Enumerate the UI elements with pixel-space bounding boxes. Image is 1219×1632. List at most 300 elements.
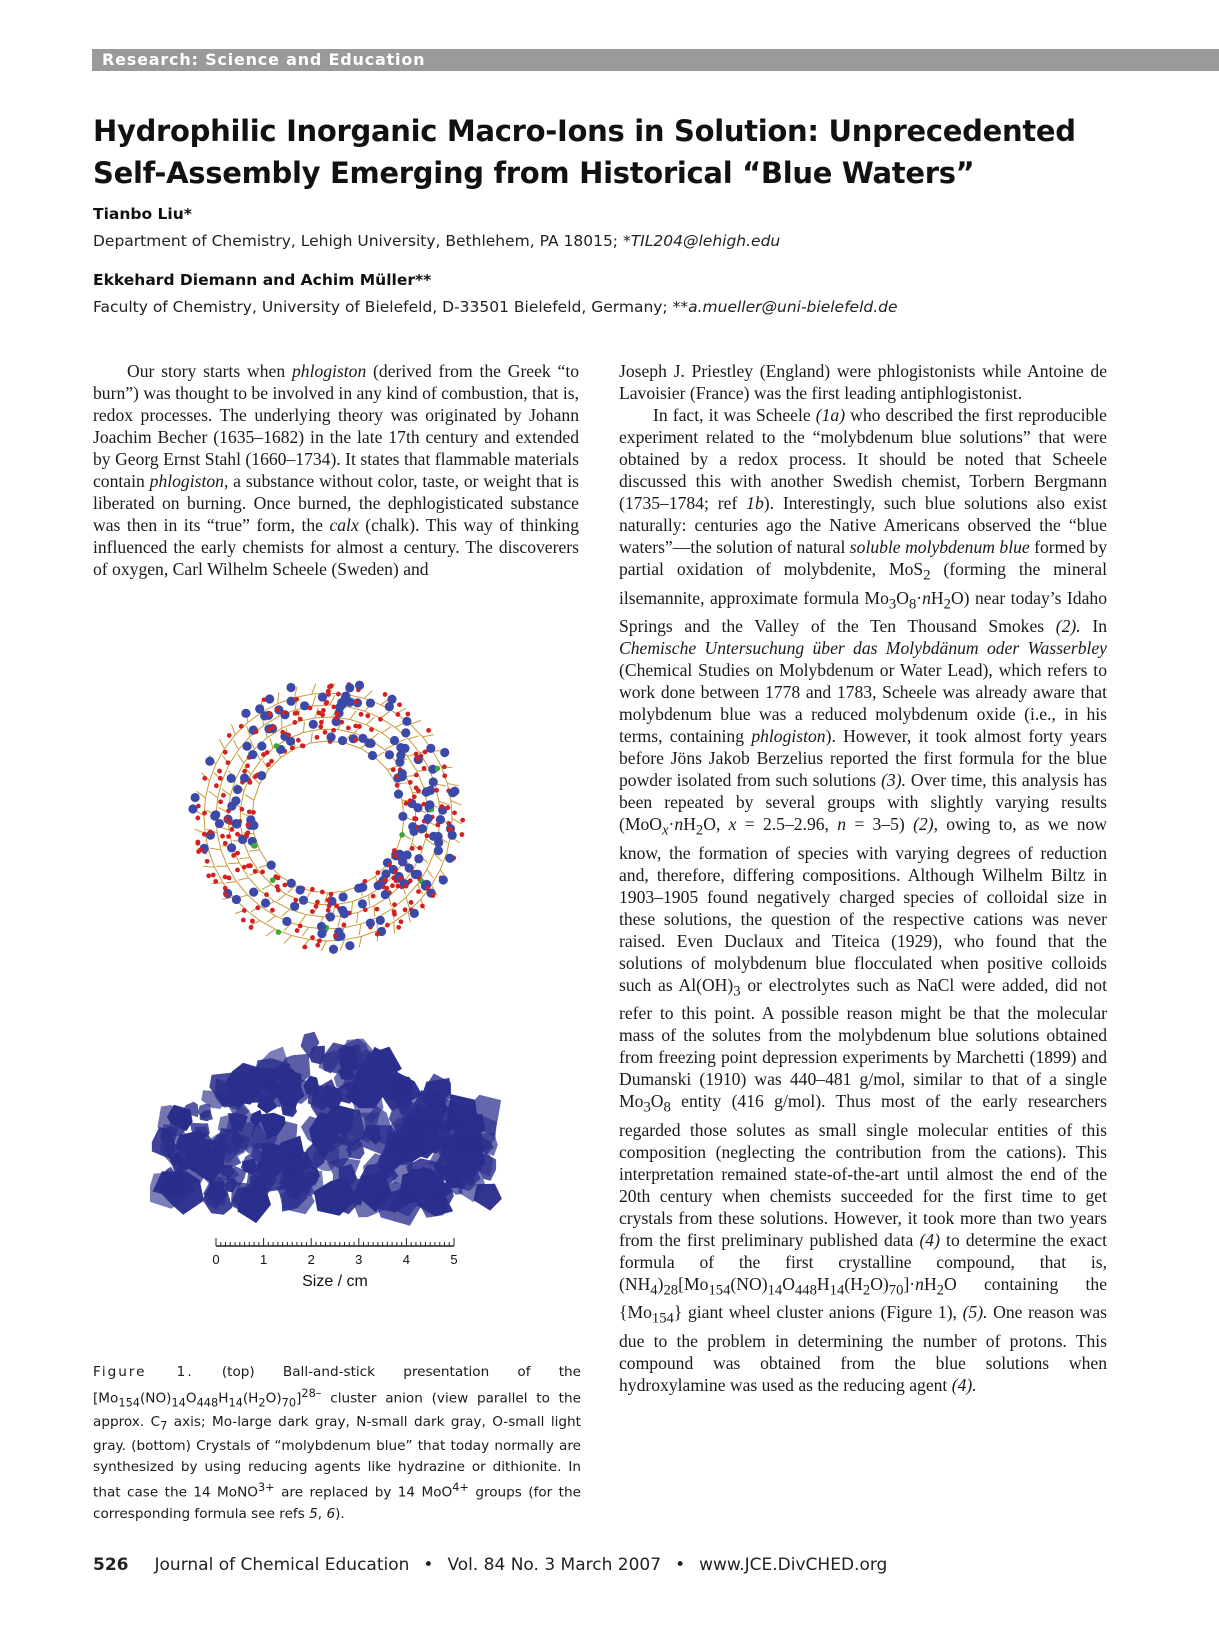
- n-atom: [399, 832, 405, 838]
- o-atom: [266, 762, 271, 767]
- mo-atom: [211, 810, 220, 819]
- figure-1: [150, 670, 580, 1340]
- o-atom: [376, 870, 381, 875]
- mo-atom: [445, 854, 454, 863]
- bond: [266, 929, 275, 936]
- bond: [345, 743, 361, 749]
- o-atom: [326, 898, 331, 903]
- mo-atom: [257, 742, 266, 751]
- o-atom: [396, 925, 401, 930]
- o-atom: [412, 794, 417, 799]
- mo-atom: [286, 697, 295, 706]
- bond: [262, 884, 271, 889]
- bond: [427, 869, 433, 878]
- mo-atom: [434, 846, 443, 855]
- o-atom: [223, 841, 228, 846]
- mo-atom: [286, 737, 295, 746]
- mo-atom: [338, 892, 347, 901]
- bond: [382, 727, 391, 733]
- mo-atom: [354, 884, 363, 893]
- bond: [233, 740, 238, 750]
- o-atom: [317, 938, 322, 943]
- mo-atom: [440, 748, 449, 757]
- mo-atom: [317, 922, 326, 931]
- mo-atom: [261, 898, 270, 907]
- o-atom: [246, 863, 251, 868]
- bond: [352, 902, 353, 913]
- bond: [394, 922, 395, 933]
- bond: [282, 909, 290, 916]
- o-atom: [336, 692, 341, 697]
- bond: [259, 872, 271, 884]
- bond: [408, 736, 419, 739]
- o-atom: [331, 728, 336, 733]
- bond: [231, 724, 235, 735]
- o-atom: [310, 935, 315, 940]
- mo-atom: [309, 720, 318, 729]
- o-atom: [369, 727, 374, 732]
- bond: [238, 754, 244, 763]
- o-atom: [319, 720, 324, 725]
- bond: [374, 906, 375, 917]
- bond: [290, 909, 307, 914]
- bond: [344, 924, 361, 928]
- o-atom: [460, 818, 465, 823]
- crystal: [203, 1164, 225, 1185]
- mo-atom: [290, 902, 299, 911]
- o-atom: [446, 805, 451, 810]
- bond: [417, 770, 428, 771]
- o-atom: [271, 725, 276, 730]
- section-bar: [92, 49, 1219, 71]
- mo-atom: [414, 854, 423, 863]
- mo-atom: [398, 769, 407, 778]
- o-atom: [442, 773, 447, 778]
- o-atom: [359, 712, 364, 717]
- mo-atom: [260, 711, 269, 720]
- mo-atom: [418, 824, 427, 833]
- mo-atom: [265, 694, 274, 703]
- author-2-email[interactable]: a.mueller@uni-bielefeld.de: [688, 298, 898, 316]
- o-atom: [227, 733, 232, 738]
- footer-separator: •: [675, 1555, 686, 1575]
- bond: [364, 691, 372, 699]
- o-atom: [298, 924, 303, 929]
- bond: [369, 895, 370, 906]
- o-atom: [229, 827, 234, 832]
- o-atom: [244, 833, 249, 838]
- bond: [260, 850, 269, 864]
- o-atom: [314, 904, 319, 909]
- mo-atom: [387, 695, 396, 704]
- affiliation-2-text: Faculty of Chemistry, University of Bielefeld, D-33501 Bielefeld, Germany; **: [93, 298, 689, 316]
- bond: [321, 941, 326, 951]
- bond: [312, 696, 315, 706]
- mo-atom: [429, 777, 438, 786]
- molybdenum-blue-crystals: [150, 1032, 502, 1226]
- bond: [359, 924, 361, 935]
- o-atom: [409, 900, 414, 905]
- figure-1-graphic: [150, 670, 580, 1310]
- o-atom: [198, 848, 203, 853]
- o-atom: [246, 823, 251, 828]
- bond: [311, 732, 312, 742]
- mo-atom: [300, 701, 309, 710]
- mo-atom: [287, 879, 296, 888]
- scale-label: Size / cm: [302, 1273, 368, 1290]
- figure-1-caption: Figure 1. (top) Ball-and-stick presentation of the $[Mo_{154}(NO)_{14}O_{448}H_{14}(H_2O)_{70}]^{28-}$ cluster anion (view parallel to the approx. $C_7$ axis; Mo-large dark gray, N-small dark gray, O-small light gray. (bottom) Crystals of “molybdenum blue” that today normally are synthesized by using reducing agents like hydrazine or dithionite. In that case the 14 MoNO$^{3+}$ are replaced by 14 MoO$^{4+}$ groups (for the corresponding formula see refs 5, 6).: [93, 1364, 581, 1522]
- scale-tick-label: 2: [307, 1252, 315, 1267]
- issue-info: Vol. 84 No. 3 March 2007: [447, 1555, 662, 1575]
- mo-atom: [345, 683, 354, 692]
- o-atom: [357, 724, 362, 729]
- bond: [440, 853, 446, 870]
- o-atom: [408, 780, 413, 785]
- bond: [225, 881, 236, 883]
- author-2-affiliation: [93, 298, 898, 316]
- mo-atom: [337, 698, 346, 707]
- o-atom: [324, 700, 329, 705]
- o-atom: [371, 894, 376, 899]
- bond: [439, 801, 449, 804]
- o-atom: [202, 776, 207, 781]
- o-atom: [294, 697, 299, 702]
- bond: [410, 720, 421, 724]
- mo-atom: [329, 945, 338, 954]
- o-atom: [310, 909, 315, 914]
- section-label: Research: Science and Education: [102, 50, 426, 69]
- scale-tick-label: 1: [259, 1252, 268, 1267]
- mo-atom: [366, 739, 375, 748]
- o-atom: [208, 830, 213, 835]
- mo-atom: [381, 890, 390, 899]
- bond: [277, 894, 285, 901]
- journal-name: Journal of Chemical Education: [154, 1555, 410, 1575]
- bond: [300, 915, 306, 924]
- bond: [303, 729, 320, 732]
- author-1-name: Tianbo Liu*: [93, 205, 192, 223]
- bond: [385, 745, 394, 750]
- o-atom: [333, 933, 338, 938]
- mo154-wheel-structure: [188, 681, 465, 954]
- bond: [270, 738, 273, 748]
- o-atom: [270, 908, 275, 913]
- mo-atom: [233, 785, 242, 794]
- mo-atom: [366, 698, 375, 707]
- mo-atom: [240, 773, 249, 782]
- o-atom: [223, 750, 228, 755]
- o-atom: [218, 776, 223, 781]
- bond: [236, 881, 247, 895]
- bond: [315, 717, 332, 718]
- o-atom: [321, 708, 326, 713]
- o-atom: [442, 764, 447, 769]
- crystal: [474, 1184, 502, 1211]
- mo-atom: [286, 683, 295, 692]
- o-atom: [416, 889, 421, 894]
- o-atom: [315, 943, 320, 948]
- o-atom: [334, 716, 339, 721]
- bond: [209, 764, 215, 781]
- o-atom: [221, 793, 226, 798]
- o-atom: [265, 750, 270, 755]
- o-atom: [308, 706, 313, 711]
- mo-atom: [249, 821, 258, 830]
- o-atom: [392, 902, 397, 907]
- o-atom: [378, 717, 383, 722]
- bond: [249, 850, 259, 851]
- o-atom: [326, 908, 331, 913]
- crystal: [197, 1104, 210, 1119]
- o-atom: [218, 799, 223, 804]
- o-atom: [223, 875, 228, 880]
- o-atom: [206, 873, 211, 878]
- bond: [312, 684, 316, 695]
- bond: [281, 717, 282, 728]
- o-atom: [211, 873, 216, 878]
- page-footer: [93, 1555, 887, 1575]
- o-atom: [335, 712, 340, 717]
- o-atom: [414, 786, 419, 791]
- o-atom: [245, 763, 250, 768]
- bond: [278, 692, 279, 703]
- o-atom: [327, 684, 332, 689]
- mo-atom: [188, 804, 197, 813]
- o-atom: [224, 817, 229, 822]
- mo-atom: [227, 843, 236, 852]
- bond: [347, 707, 364, 711]
- bond: [221, 850, 227, 866]
- mo-atom: [402, 717, 411, 726]
- mo-atom: [426, 744, 435, 753]
- mo-atom: [439, 875, 448, 884]
- o-atom: [282, 883, 287, 888]
- o-atom: [242, 865, 247, 870]
- bond: [340, 940, 344, 951]
- n-atom: [270, 877, 276, 883]
- bond: [292, 936, 309, 940]
- o-atom: [239, 724, 244, 729]
- o-atom: [253, 774, 258, 779]
- o-atom: [425, 833, 430, 838]
- o-atom: [253, 869, 258, 874]
- bond: [380, 712, 389, 718]
- journal-url[interactable]: www.JCE.DivCHED.org: [699, 1555, 888, 1575]
- o-atom: [293, 898, 298, 903]
- mo-atom: [338, 736, 347, 745]
- bond: [423, 735, 434, 737]
- o-atom: [267, 712, 272, 717]
- mo-atom: [385, 750, 394, 759]
- bond: [306, 915, 323, 917]
- bond: [205, 781, 209, 798]
- o-atom: [275, 884, 280, 889]
- mo-atom: [374, 881, 383, 890]
- mo-atom: [396, 751, 405, 760]
- o-atom: [440, 804, 445, 809]
- mo-atom: [296, 885, 305, 894]
- o-atom: [241, 918, 246, 923]
- bond: [410, 724, 422, 737]
- mo-atom: [366, 918, 375, 927]
- bond: [311, 741, 328, 743]
- mo-atom: [410, 909, 419, 918]
- mo-atom: [355, 681, 364, 690]
- o-atom: [317, 710, 322, 715]
- bond: [338, 916, 341, 926]
- mo-atom: [299, 896, 308, 905]
- bond: [239, 858, 250, 859]
- o-atom: [235, 832, 240, 837]
- o-atom: [329, 892, 334, 897]
- o-atom: [202, 832, 207, 837]
- article-title: [93, 110, 1153, 194]
- title-line-1: Hydrophilic Inorganic Macro-Ions in Solution: Unprecedented: [93, 114, 1076, 148]
- bond: [209, 791, 218, 798]
- mo-atom: [326, 912, 335, 921]
- bond: [344, 936, 361, 940]
- mo-atom: [448, 788, 457, 797]
- o-atom: [452, 810, 457, 815]
- mo-atom: [358, 899, 367, 908]
- bond: [366, 725, 381, 733]
- history-paragraph: In fact, it was Scheele (1a) who described the first reproducible experiment related to the “molybdenum blue solutions” that were obtained by a redox process. It should be noted that Scheele discussed this with another Swedish chemist, Torbern Bergmann (1735–1784; ref 1b). Interestingly, such blue solutions also exist naturally: centuries ago the Native Americans observed the “blue waters”—the solution of natural soluble molybdenum blue formed by partial oxidation of molybdenite, MoS$_2$ (forming the mineral ilsemannite, approximate formula $Mo_3O_8\cdot nH_2O$) near today’s Idaho Springs and the Valley of the Ten Thousand Smokes (2). In Chemische Untersuchung über das Molybdänum oder Wasserbley (Chemical Studies on Molybdenum or Water Lead), which refers to work done between 1778 and 1783, Scheele was already aware that molybdenum blue was a reduced molybdenum oxide (i.e., in his terms, containing phlogiston). However, it took almost forty years before Jöns Jakob Berzelius reported the first formula for the blue powder isolated from such solutions (3). Over time, this analysis has been repeated by several groups with slightly varying results ($MoO_x\cdot nH_2O$, x = 2.5–2.96, n = 3–5) (2), owing to, as we now know, the formation of species with varying degrees of reduction and, therefore, differing compositions. Although Wilhelm Biltz in 1903–1905 found negatively charged species of colloidal size in these solutions, the question of the respective cations was never raised. Even Duclaux and Titeica (1929), who found that the solutions of molybdenum blue flocculated when positive colloids such as $Al(OH)_3$ or electrolytes such as NaCl were added, did not refer to this point. A possible reason might be that the molecular mass of the solutes from the molybdenum blue solutions obtained from freezing point depression experiments by Marchetti (1899) and Dumanski (1910) was 440–481 g/mol, similar to that of a single $Mo_3O_8$ entity (416 g/mol). Thus most of the early researchers regarded those solutes as small single molecular entities of this composition (neglecting the contribution from the cations). This interpretation remained state-of-the-art until almost the end of the 20th century when chemists succeeded for the first time to get crystals from these solutions. However, it took more than two years from the first preliminary published data (4) to determine the exact formula of the first crystalline compound, that is, $(NH_4)_{28}[Mo_{154}(NO)_{14}O_{448}H_{14}(H_2O)_{70}]\cdot nH_2O$ containing the $\{Mo_{154}\}$ giant wheel cluster anions (Figure 1), (5). One reason was due to the problem in determining the number of protons. This compound was obtained from the blue solutions when hydroxylamine was used as the reducing agent (4).: [619, 405, 1108, 1395]
- o-atom: [220, 834, 225, 839]
- o-atom: [226, 834, 231, 839]
- scale-tick-label: 5: [450, 1252, 458, 1267]
- o-atom: [390, 883, 395, 888]
- o-atom: [282, 710, 287, 715]
- o-atom: [408, 798, 413, 803]
- crystal: [218, 1115, 235, 1133]
- bond: [204, 816, 205, 834]
- o-atom: [293, 711, 298, 716]
- o-atom: [315, 900, 320, 905]
- o-atom: [251, 810, 256, 815]
- title-line-2: Self-Assembly Emerging from Historical “Blue Waters”: [93, 156, 975, 190]
- mo-atom: [345, 941, 354, 950]
- o-atom: [195, 841, 200, 846]
- mo-atom: [434, 838, 443, 847]
- o-atom: [228, 820, 233, 825]
- o-atom: [397, 702, 402, 707]
- caption-label: Figure 1.: [93, 1364, 194, 1380]
- mo-atom: [326, 733, 335, 742]
- o-atom: [434, 788, 439, 793]
- bond: [389, 896, 392, 907]
- o-atom: [254, 729, 259, 734]
- o-atom: [298, 717, 303, 722]
- bond: [229, 750, 238, 765]
- bond: [451, 801, 452, 819]
- o-atom: [383, 877, 388, 882]
- n-atom: [274, 743, 280, 749]
- bond: [203, 866, 214, 867]
- mo-atom: [396, 743, 405, 752]
- o-atom: [224, 892, 229, 897]
- o-atom: [375, 907, 380, 912]
- o-atom: [365, 713, 370, 718]
- o-atom: [396, 884, 401, 889]
- o-atom: [354, 700, 359, 705]
- mo-atom: [368, 751, 377, 760]
- bond: [433, 751, 441, 767]
- continuation-paragraph: Joseph J. Priestley (England) were phlogistonists while Antoine de Lavoisier (France) was the first leading antiphlogistonist.: [619, 361, 1107, 403]
- mo-atom: [267, 860, 276, 869]
- o-atom: [393, 853, 398, 858]
- intro-paragraph: Our story starts when phlogiston (derived from the Greek “to burn”) was thought to be involved in any kind of combustion, that is, redox processes. The underlying theory was originated by Johann Joachim Becher (1635–1682) in the late 17th century and extended by Georg Ernst Stahl (1660–1734). It states that flammable materials contain phlogiston, a substance without color, taste, or weight that is liberated on burning. Once burned, the dephlogisticated substance was then in its “true” form, the calx (chalk). This way of thinking influenced the early chemists for almost a century. The discoverers of oxygen, Carl Wilhelm Scheele (Sweden) and: [93, 361, 580, 579]
- o-atom: [414, 773, 419, 778]
- mo-atom: [422, 788, 431, 797]
- o-atom: [300, 743, 305, 748]
- bond: [274, 901, 289, 909]
- bond: [210, 848, 221, 850]
- bond: [267, 916, 276, 922]
- bond: [375, 758, 387, 770]
- o-atom: [395, 712, 400, 717]
- o-atom: [422, 766, 427, 771]
- bond: [219, 739, 224, 749]
- n-atom: [276, 929, 282, 935]
- bond: [350, 719, 367, 724]
- o-atom: [275, 707, 280, 712]
- o-atom: [460, 832, 465, 837]
- o-atom: [354, 737, 359, 742]
- o-atom: [326, 689, 331, 694]
- o-atom: [280, 730, 285, 735]
- o-atom: [295, 928, 300, 933]
- bond: [302, 927, 309, 936]
- bond: [338, 730, 355, 734]
- mo-atom: [241, 709, 250, 718]
- o-atom: [255, 905, 260, 910]
- bond: [359, 936, 361, 947]
- o-atom: [195, 816, 200, 821]
- o-atom: [410, 846, 415, 851]
- author-1-email[interactable]: TIL204@lehigh.edu: [630, 232, 781, 250]
- mo-atom: [249, 888, 258, 897]
- o-atom: [417, 846, 422, 851]
- bond: [254, 784, 260, 800]
- n-atom: [435, 766, 441, 772]
- mo-atom: [423, 814, 432, 823]
- o-atom: [391, 767, 396, 772]
- o-atom: [226, 760, 231, 765]
- mo-atom: [248, 750, 257, 759]
- mo-atom: [227, 801, 236, 810]
- o-atom: [435, 823, 440, 828]
- mo-atom: [282, 917, 291, 926]
- mo-atom: [425, 800, 434, 809]
- bond: [447, 783, 458, 785]
- o-atom: [249, 925, 254, 930]
- o-atom: [346, 726, 351, 731]
- o-atom: [342, 922, 347, 927]
- right-column: [619, 360, 1107, 1396]
- bond: [452, 818, 462, 823]
- left-column: [93, 360, 579, 580]
- o-atom: [385, 923, 390, 928]
- mo-atom: [205, 757, 214, 766]
- bond: [366, 717, 374, 724]
- bond: [427, 853, 434, 869]
- o-atom: [315, 735, 320, 740]
- o-atom: [404, 884, 409, 889]
- scale-bar: [212, 1238, 457, 1290]
- o-atom: [239, 807, 244, 812]
- o-atom: [414, 817, 419, 822]
- mo-atom: [376, 916, 385, 925]
